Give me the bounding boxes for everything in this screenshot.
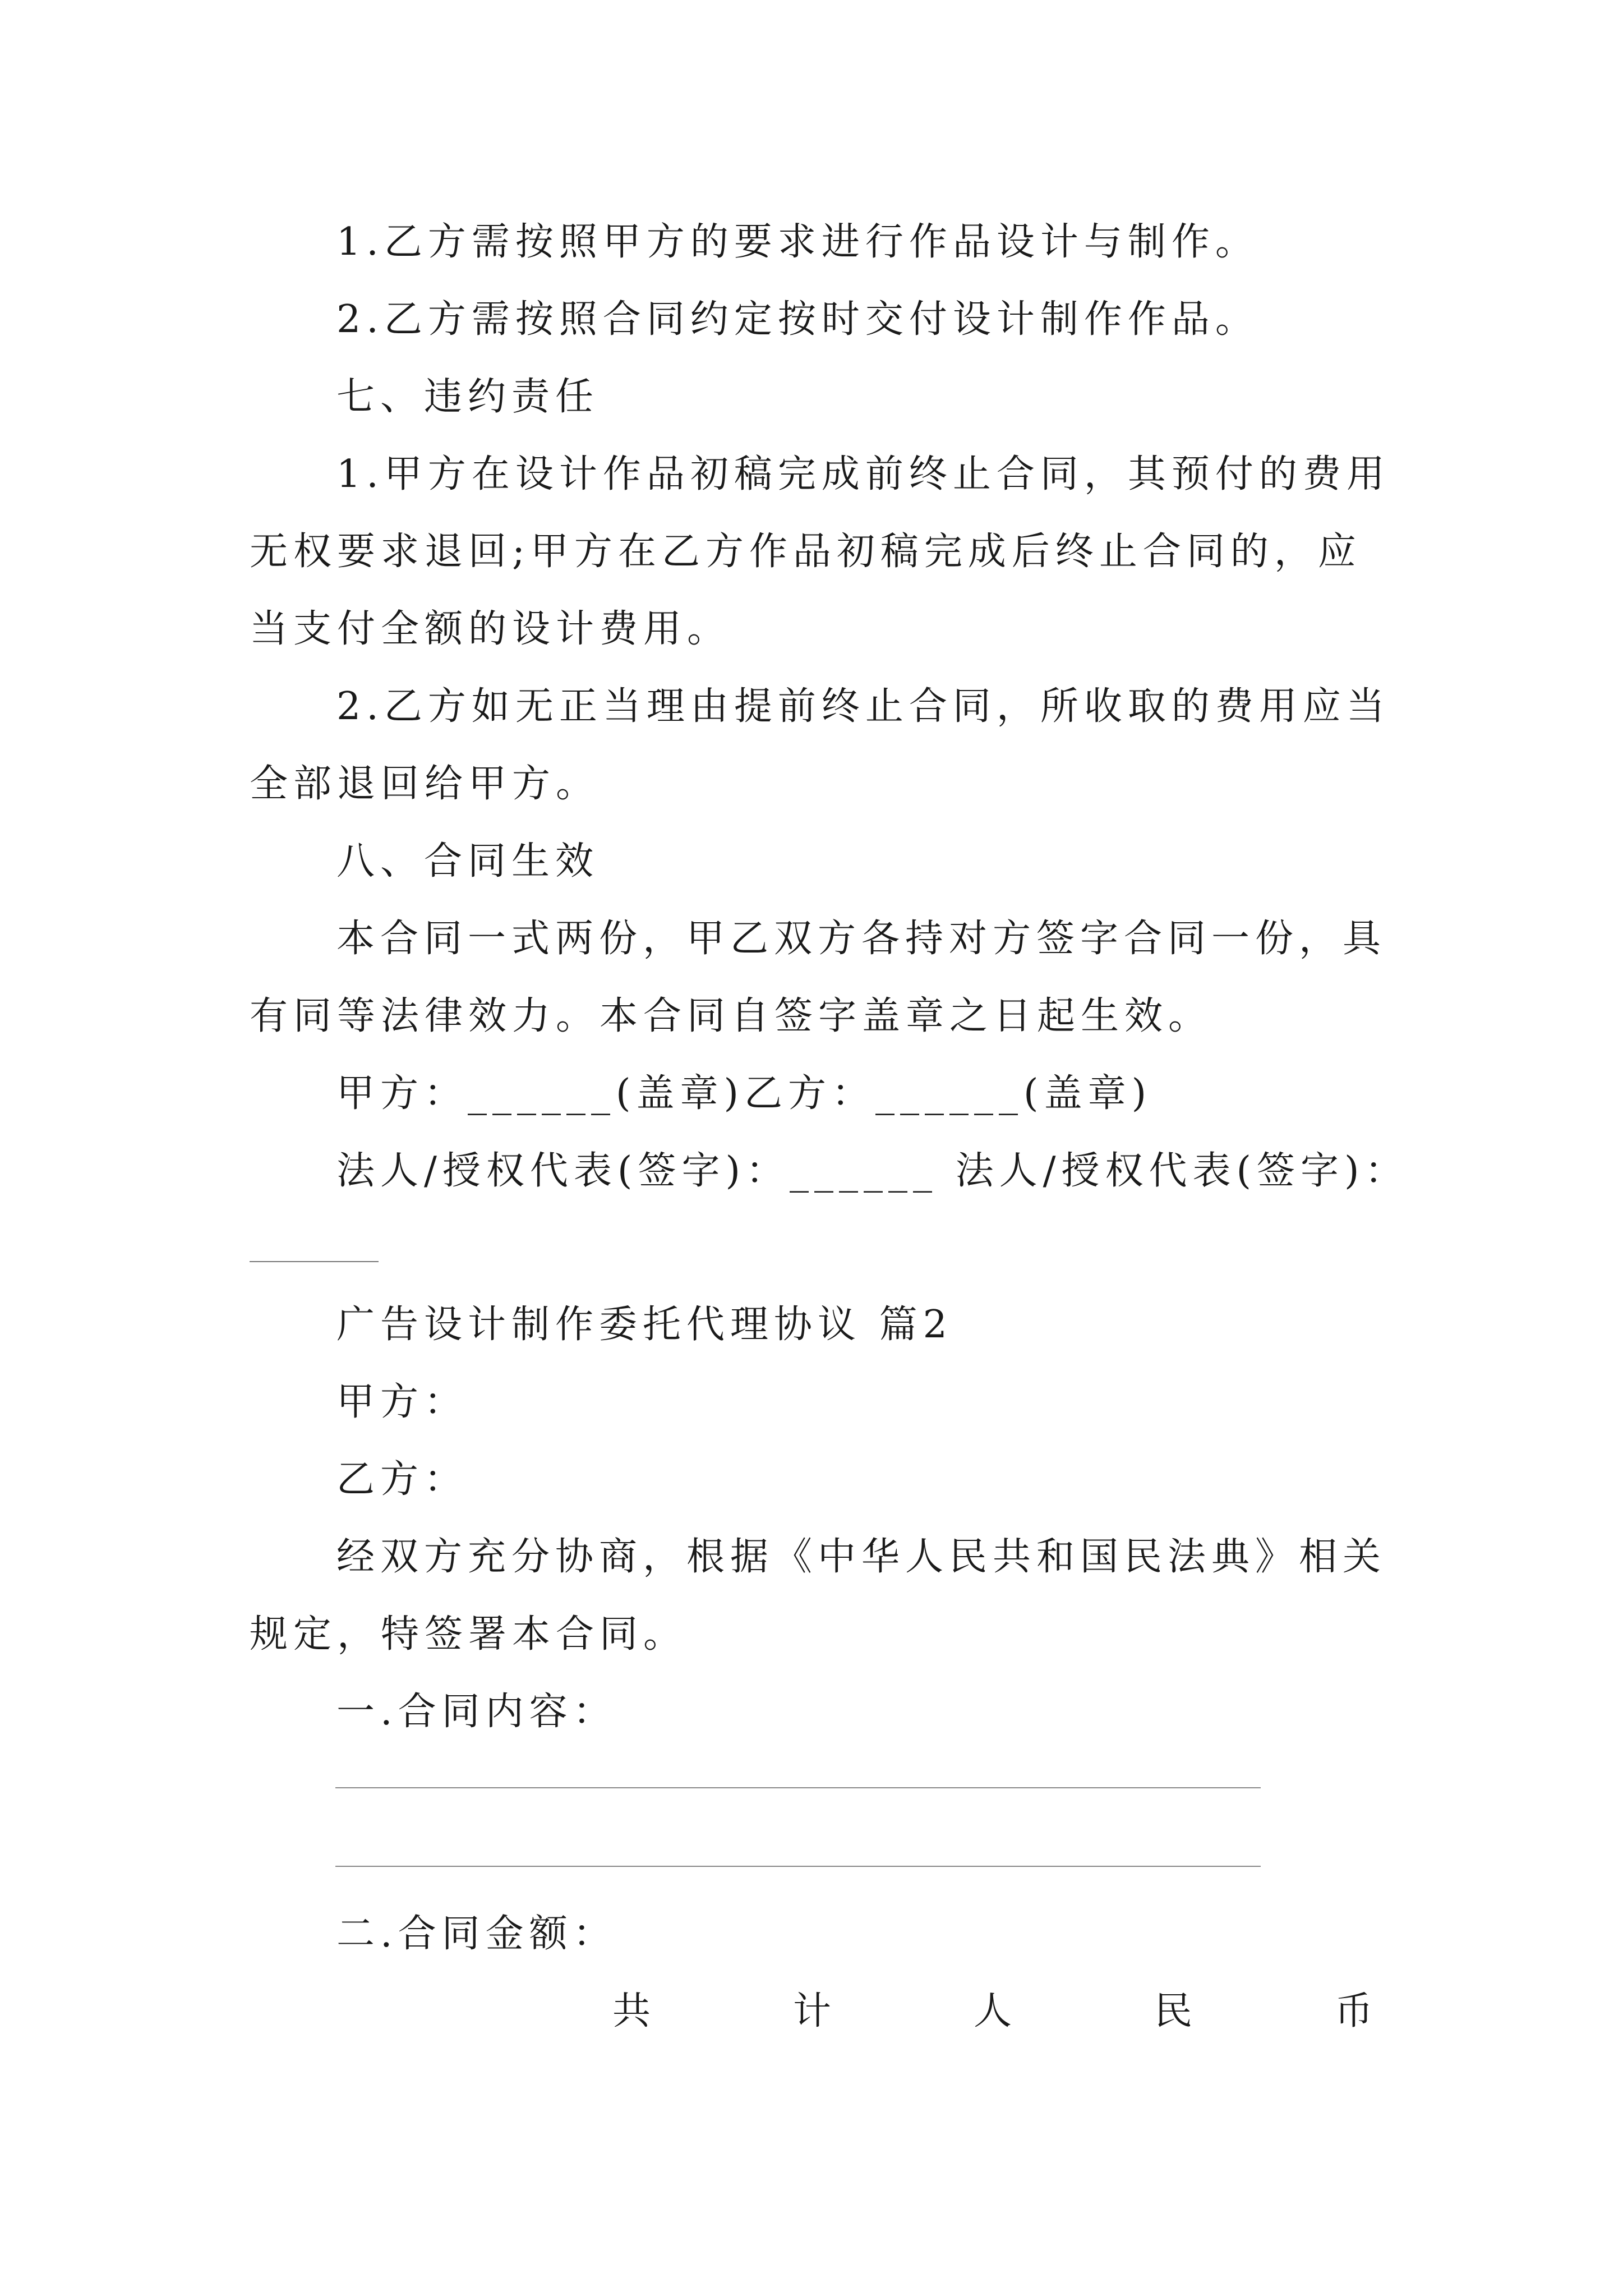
signature-line: 法人/授权代表(签字)：______ 法人/授权代表(签字)： (336, 1149, 1409, 1193)
amount-char: 民 (1154, 1989, 1193, 2033)
content-blank-line (335, 1866, 1261, 1867)
signature-line: 甲方：______(盖章)乙方：______(盖章) (336, 1071, 1152, 1116)
content-blank-line (335, 1787, 1261, 1788)
section-heading: 七、违约责任 (336, 375, 600, 419)
text-line: 全部退回给甲方。 (250, 762, 600, 806)
signature-blank-line (250, 1261, 379, 1262)
text-line: 本合同一式两份，甲乙双方各持对方签字合同一份，具 (336, 917, 1387, 961)
text-line: 2.乙方需按照合同约定按时交付设计制作作品。 (336, 297, 1259, 342)
text-line: 有同等法律效力。本合同自签字盖章之日起生效。 (250, 994, 1212, 1038)
text-line: 1.甲方在设计作品初稿完成前终止合同，其预付的费用 (336, 452, 1390, 496)
text-line: 无权要求退回;甲方在乙方作品初稿完成后终止合同的，应 (250, 530, 1362, 574)
section-heading: 二.合同金额： (336, 1912, 617, 1956)
party-a-label: 甲方： (336, 1380, 468, 1424)
text-line: 2.乙方如无正当理由提前终止合同，所收取的费用应当 (336, 684, 1390, 729)
section-title: 广告设计制作委托代理协议 篇2 (336, 1303, 953, 1347)
amount-char: 计 (793, 1989, 832, 2033)
amount-char: 共 (612, 1989, 651, 2033)
text-line: 经双方充分协商，根据《中华人民共和国民法典》相关 (336, 1535, 1387, 1579)
amount-char: 币 (1335, 1989, 1373, 2033)
section-heading: 八、合同生效 (336, 839, 600, 884)
amount-char: 人 (974, 1989, 1012, 2033)
section-heading: 一.合同内容： (336, 1690, 617, 1734)
party-b-label: 乙方： (336, 1457, 468, 1502)
text-line: 当支付全额的设计费用。 (250, 607, 731, 651)
text-line: 1.乙方需按照甲方的要求进行作品设计与制作。 (336, 220, 1259, 264)
text-line: 规定，特签署本合同。 (250, 1612, 688, 1657)
